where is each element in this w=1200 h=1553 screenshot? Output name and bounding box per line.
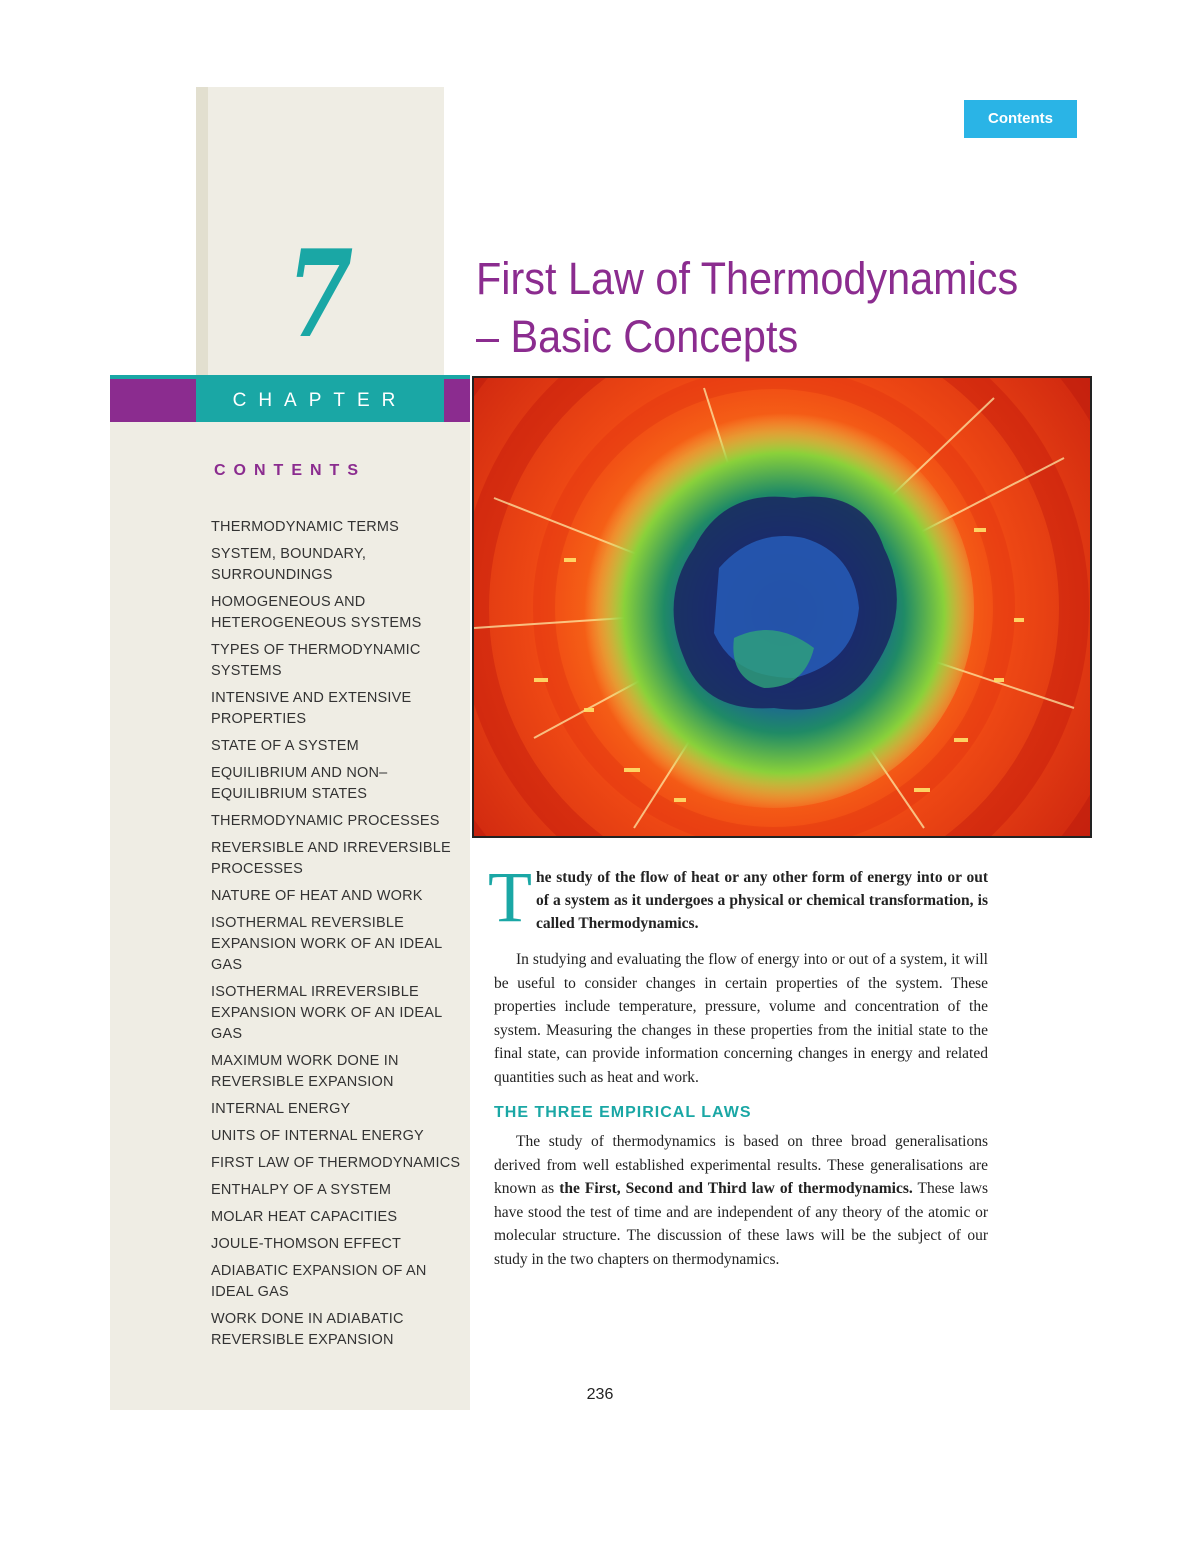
chapter-title bbox=[476, 250, 1046, 366]
contents-item: TYPES OF THERMODYNAMIC SYSTEMS bbox=[211, 642, 421, 679]
paragraph bbox=[494, 1130, 988, 1271]
chapter-illustration bbox=[472, 376, 1092, 838]
contents-item: ISOTHERMAL IRREVERSIBLE EXPANSION WORK OF AN IDEAL GAS bbox=[211, 984, 442, 1042]
chapter-label: CHAPTER bbox=[232, 390, 408, 411]
contents-item: ISOTHERMAL REVERSIBLE EXPANSION WORK OF AN IDEAL GAS bbox=[211, 915, 442, 973]
contents-item: INTENSIVE AND EXTENSIVE PROPERTIES bbox=[211, 690, 412, 727]
paragraph: In studying and evaluating the flow of energy into or out of a system, it will be useful to consider changes in certain properties of the system. These properties include temperature, pressure, volume and concentration of the system. Measuring the changes in these properties from the initial state to the final state, can provide information concerning changes in energy and related quantities such as heat and work. bbox=[494, 951, 988, 1086]
intro-paragraph bbox=[488, 857, 988, 937]
drop-cap: T bbox=[488, 857, 532, 937]
contents-item: REVERSIBLE AND IRREVERSIBLE PROCESSES bbox=[211, 840, 451, 877]
contents-item: INTERNAL ENERGY bbox=[211, 1101, 351, 1117]
chapter-title-line-2: – Basic Concepts bbox=[476, 311, 799, 362]
contents-item: FIRST LAW OF THERMODYNAMICS bbox=[211, 1155, 461, 1171]
contents-item: MOLAR HEAT CAPACITIES bbox=[211, 1209, 398, 1225]
contents-item: EQUILIBRIUM AND NON– EQUILIBRIUM STATES bbox=[211, 765, 388, 802]
contents-item: WORK DONE IN ADIABATIC REVERSIBLE EXPANSION bbox=[211, 1311, 404, 1348]
contents-item: JOULE-THOMSON EFFECT bbox=[211, 1236, 402, 1252]
paragraph-bold-text: the First, Second and Third law of thermodynamics. bbox=[559, 1180, 913, 1197]
paragraph-text: The study of thermodynamics is based on three broad generalisations derived from well established experimental results. These generalisations are known as bbox=[494, 1133, 988, 1197]
contents-item: SYSTEM, BOUNDARY, SURROUNDINGS bbox=[211, 546, 367, 583]
contents-item: ADIABATIC EXPANSION OF AN IDEAL GAS bbox=[211, 1263, 427, 1300]
contents-item: UNITS OF INTERNAL ENERGY bbox=[211, 1128, 424, 1144]
contents-item: NATURE OF HEAT AND WORK bbox=[211, 888, 423, 904]
page-number: 236 bbox=[586, 1386, 614, 1403]
contents-item: ENTHALPY OF A SYSTEM bbox=[211, 1182, 392, 1198]
contents-list bbox=[211, 517, 463, 1357]
contents-item: THERMODYNAMIC PROCESSES bbox=[211, 813, 440, 829]
chapter-body bbox=[488, 857, 988, 1271]
chapter-title-line-1: First Law of Thermodynamics bbox=[476, 253, 1019, 304]
energy-burst-illustration bbox=[474, 378, 1090, 836]
chapter-number: 7 bbox=[286, 224, 354, 365]
paragraph-text: These laws have stood the test of time and are independent of any theory of the atomic or molecular structure. The discussion of these laws will be the subject of our study in the two chapters on thermodynamics. bbox=[494, 1180, 988, 1268]
intro-text: he study of the flow of heat or any other form of energy into or out of a system as it undergoes a physical or chemical transformation, is called Thermodynamics. bbox=[536, 869, 988, 932]
contents-item: STATE OF A SYSTEM bbox=[211, 738, 359, 754]
contents-item: THERMODYNAMIC TERMS bbox=[211, 519, 400, 535]
section-heading: THE THREE EMPIRICAL LAWS bbox=[494, 1104, 752, 1121]
contents-button[interactable]: Contents bbox=[964, 100, 1077, 138]
contents-heading: CONTENTS bbox=[214, 462, 366, 479]
contents-item: MAXIMUM WORK DONE IN REVERSIBLE EXPANSION bbox=[211, 1053, 399, 1090]
contents-item: HOMOGENEOUS AND HETEROGENEOUS SYSTEMS bbox=[211, 594, 422, 631]
